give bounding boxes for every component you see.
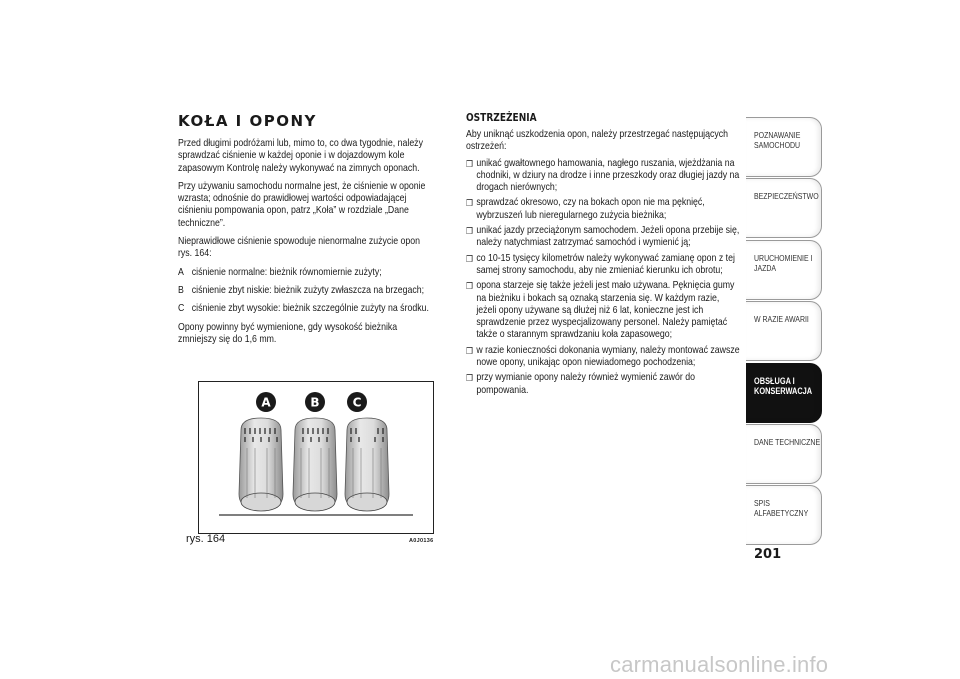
warning-item-4 [466,253,741,278]
list-text: ciśnienie zbyt niskie: bieżnik zużyty zwłaszcza na brzegach; [191,284,425,296]
label-b [305,392,325,412]
checkbox-bullet-icon: ❒ [466,281,473,292]
list-item-b [178,285,436,297]
warning-text: co 10-15 tysięcy kilometrów należy wykonywać zamianę opon z tej samej strony samochodu, aby nie zmieniać kierunku ich obrotu; [476,252,735,276]
warning-text: przy wymianie opony należy również wymienić zawór do pompowania. [476,372,695,396]
tab-w-razie-awarii[interactable] [746,301,822,361]
tire-wear-figure [198,381,434,534]
left-column [178,112,436,352]
warning-item-3 [466,225,741,250]
tire-b [293,418,337,511]
tab-dane-techniczne[interactable] [746,424,822,484]
warning-item-6 [466,345,741,370]
section-title: KOŁA I OPONY [178,112,317,130]
tire-a [239,418,283,511]
tab-poznawanie-samochodu[interactable] [746,117,822,177]
warnings-column [466,112,746,400]
warning-text: opona starzeje się także jeżeli jest mało używana. Pęknięcia gumy na bieżniku i bokach są oznaką starzenia się. W każdym razie, jeżeli opony używane są dłużej niż 6 lat, konieczne jest ich sprawdzenie przez wyspecjalizowany personel. Należy pamiętać także o starannym sprawdzaniu koła zapasowego; [476,280,735,341]
checkbox-bullet-icon: ❒ [466,198,473,209]
warning-text: unikać jazdy przeciążonym samochodem. Jeżeli opona przebije się, należy natychmiast zatrzymać samochód i wymienić ją; [476,225,740,249]
checkbox-bullet-icon: ❒ [466,373,473,384]
warning-text: w razie konieczności dokonania wymiany, należy montować zawsze nowe opony, unikając opon niewiadomego pochodzenia; [476,344,740,369]
list-text: ciśnienie normalne: bieżnik równomiernie zużyty; [191,266,382,278]
paragraph-3: Nieprawidłowe ciśnienie spowoduje nienormalne zużycie opon rys. 164: [178,236,421,260]
warning-item-7 [466,372,741,397]
label-a [256,392,276,412]
tab-label: W RAZIE AWARII [754,314,809,325]
list-item-c [178,303,436,315]
figure-caption: rys. 164 [186,533,226,545]
tab-obsluga-i-konserwacja[interactable] [746,363,822,423]
label-a-text: A [261,395,271,410]
warning-item-2 [466,197,741,222]
warning-text: unikać gwałtownego hamowania, nagłego ruszania, wjeżdżania na chodniki, w dziury na drodze i inne przeszkody oraz długiej jazdy na drogach nierównych; [476,157,740,194]
tab-label: OBSŁUGA I KONSERWACJA [754,375,813,396]
checkbox-bullet-icon: ❒ [466,226,473,237]
tab-label: URUCHOMIENIE I JAZDA [754,252,813,273]
warning-text: sprawdzać okresowo, czy na bokach opon nie ma pęknięć, wybrzuszeń lub nieregularnego zużycia bieżnika; [476,197,705,221]
tire-c [345,418,389,511]
paragraph-2: Przy używaniu samochodu normalne jest, że ciśnienie w oponie wzrasta; odnośnie do prawidłowej wartości odpowiadającej ciśnieniu pompowania opon, patrz „Koła” w rozdziale „Dane techniczne”. [178,180,426,229]
tab-uruchomienie-i-jazda[interactable] [746,240,822,300]
watermark: carmanualsonline.info [610,652,829,677]
checkbox-bullet-icon: ❒ [466,345,473,356]
label-c-text: C [352,395,362,410]
warning-item-1 [466,158,741,195]
tab-label: SPIS ALFABETYCZNY [754,498,809,519]
label-b-text: B [310,395,320,410]
tab-bezpieczenstwo[interactable] [746,178,822,238]
paragraph-1: Przed długimi podróżami lub, mimo to, co dwa tygodnie, należy sprawdzać ciśnienie w każdej oponie i w dojazdowym kole zapasowym Kontrolę należy wykonywać na zimnych oponach. [178,138,423,174]
tab-label: BEZPIECZEŃSTWO [754,191,819,202]
tab-label: DANE TECHNICZNE [754,436,821,447]
closing-paragraph: Opony powinny być wymienione, gdy wysokość bieżnika zmniejszy się do 1,6 mm. [178,321,398,345]
list-item-a [178,267,436,279]
figure-code: A0J0136 [409,538,434,544]
chapter-tabs [746,117,822,547]
warning-item-5 [466,280,741,341]
label-c [347,392,367,412]
list-letter: A [178,266,184,278]
checkbox-bullet-icon: ❒ [466,253,473,264]
list-letter: C [178,303,185,315]
tab-spis-alfabetyczny[interactable] [746,485,822,545]
warnings-title: OSTRZEŻENIA [466,112,537,124]
warnings-intro: Aby uniknąć uszkodzenia opon, należy przestrzegać następujących ostrzeżeń: [466,129,729,153]
list-text: ciśnienie zbyt wysokie: bieżnik szczególnie zużyty na środku. [191,303,429,315]
checkbox-bullet-icon: ❒ [466,158,473,169]
list-letter: B [178,284,184,296]
tire-wear-illustration [199,382,433,533]
tab-label: POZNAWANIE SAMOCHODU [754,130,801,150]
page-number: 201 [754,547,782,562]
